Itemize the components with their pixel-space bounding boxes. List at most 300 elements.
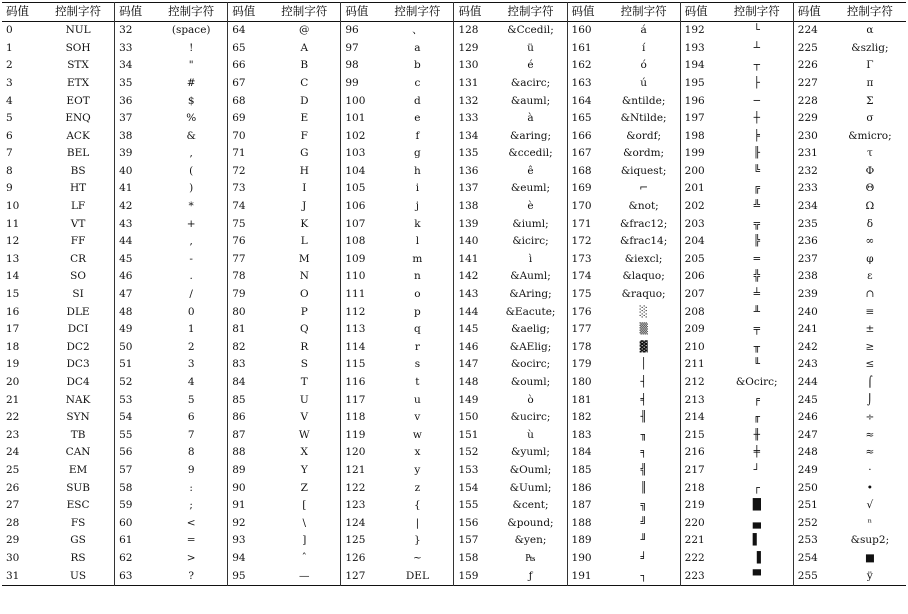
control-char: └: [753, 24, 760, 37]
code-value: 159: [454, 567, 495, 585]
code-value: 118: [341, 409, 382, 427]
control-char: ±: [865, 323, 875, 336]
code-value: 55: [115, 426, 156, 444]
control-char: ╛: [640, 551, 647, 564]
control-char: ╝: [640, 516, 647, 529]
code-value: 32: [115, 21, 156, 39]
control-char: A: [300, 41, 309, 54]
control-char: &cent;: [512, 499, 549, 512]
control-char: ╥: [753, 340, 760, 353]
header-control-char: 控制字符: [507, 4, 554, 19]
code-value: 178: [567, 338, 608, 356]
header-code-value: 码值: [680, 3, 721, 22]
code-value: 18: [6, 340, 20, 353]
code-value: 21: [6, 393, 20, 406]
header-row: [2, 3, 906, 22]
control-char: ~: [412, 551, 422, 564]
control-char: ╫: [753, 428, 760, 441]
code-value: 73: [228, 180, 269, 198]
code-value: 51: [115, 356, 156, 374]
control-char: ˆ: [301, 551, 307, 564]
control-char: FF: [70, 235, 86, 248]
code-value: 97: [341, 39, 382, 57]
header-control-char: 控制字符: [394, 4, 441, 19]
code-value: 1: [6, 41, 13, 54]
code-value: 133: [454, 110, 495, 128]
code-value: 50: [115, 338, 156, 356]
header-control-char: 控制字符: [168, 4, 215, 19]
code-value: 62: [115, 549, 156, 567]
header-code-value: 码值: [793, 3, 834, 22]
control-char: ╓: [753, 411, 760, 424]
control-char: &acirc;: [510, 76, 551, 89]
control-char: g: [414, 147, 421, 160]
code-value: 111: [341, 286, 382, 304]
control-char: ó: [640, 59, 647, 72]
control-char: Θ: [865, 182, 875, 195]
control-char: ÷: [865, 411, 875, 424]
code-value: 185: [567, 461, 608, 479]
code-value: 29: [6, 534, 20, 547]
code-value: 31: [6, 569, 20, 582]
control-char: STX: [67, 59, 89, 72]
table-row: [2, 57, 906, 75]
code-value: 141: [454, 250, 495, 268]
control-char: ≥: [865, 340, 875, 353]
code-value: 252: [793, 514, 834, 532]
code-value: 105: [341, 180, 382, 198]
code-value: 162: [567, 57, 608, 75]
control-char: b: [414, 59, 421, 72]
control-char: CR: [70, 252, 87, 265]
control-char: s: [414, 358, 421, 371]
control-char: w: [412, 428, 422, 441]
table-row: [2, 198, 906, 216]
control-char: ∩: [865, 288, 875, 301]
code-value: 49: [115, 321, 156, 339]
code-value: 223: [680, 567, 721, 585]
control-char: c: [414, 76, 421, 89]
header-code-value: 码值: [228, 3, 269, 22]
table-row: [2, 409, 906, 427]
control-char: US: [70, 569, 87, 582]
header-code-value: 码值: [567, 3, 608, 22]
code-value: 19: [6, 358, 20, 371]
control-char: &iquest;: [620, 164, 667, 177]
code-value: 202: [680, 198, 721, 216]
control-char: E: [300, 112, 309, 125]
code-value: 146: [454, 338, 495, 356]
table-row: [2, 356, 906, 374]
control-char: M: [298, 252, 310, 265]
table-row: [2, 110, 906, 128]
control-char: ê: [527, 164, 534, 177]
table-row: [2, 426, 906, 444]
code-value: 122: [341, 479, 382, 497]
code-value: 81: [228, 321, 269, 339]
code-value: 144: [454, 303, 495, 321]
code-value: 190: [567, 549, 608, 567]
table-row: [2, 373, 906, 391]
control-char: DC2: [66, 340, 90, 353]
code-value: 57: [115, 461, 156, 479]
control-char: &ntilde;: [621, 94, 666, 107]
code-value: 229: [793, 110, 834, 128]
header-control-char: 控制字符: [846, 4, 893, 19]
code-value: 96: [341, 21, 382, 39]
control-char: &yen;: [514, 534, 547, 547]
code-value: 140: [454, 233, 495, 251]
code-value: 194: [680, 57, 721, 75]
control-char: r: [414, 340, 420, 353]
header-control-char: 控制字符: [55, 4, 102, 19]
control-char: í: [641, 41, 646, 54]
table-row: [2, 162, 906, 180]
code-value: 70: [228, 127, 269, 145]
control-char: ╞: [753, 129, 760, 142]
table-row: [2, 497, 906, 515]
control-char: ▄: [752, 516, 761, 529]
code-value: 218: [680, 479, 721, 497]
code-value: 188: [567, 514, 608, 532]
control-char: &frac12;: [619, 217, 668, 230]
control-char: ╣: [640, 463, 647, 476]
control-char: ╨: [753, 305, 760, 318]
code-value: 225: [793, 39, 834, 57]
code-value: 205: [680, 250, 721, 268]
control-char: f: [415, 129, 420, 142]
code-value: 61: [115, 532, 156, 550]
control-char: █: [752, 499, 761, 512]
code-value: 237: [793, 250, 834, 268]
control-char: HT: [69, 182, 87, 195]
control-char: &AElig;: [509, 340, 552, 353]
control-char: ,: [189, 147, 193, 160]
control-char: RS: [70, 551, 86, 564]
code-value: 4: [6, 94, 13, 107]
control-char: ╤: [753, 323, 760, 336]
code-value: 36: [115, 92, 156, 110]
code-value: 115: [341, 356, 382, 374]
code-value: 251: [793, 497, 834, 515]
code-value: 106: [341, 198, 382, 216]
code-value: 130: [454, 57, 495, 75]
code-value: 124: [341, 514, 382, 532]
table-row: [2, 567, 906, 585]
control-char: τ: [866, 147, 873, 160]
code-value: 87: [228, 426, 269, 444]
control-char: è: [527, 200, 534, 213]
table-row: [2, 21, 906, 39]
control-char: 3: [187, 358, 195, 371]
code-value: 255: [793, 567, 834, 585]
control-char: ▒: [639, 323, 648, 336]
control-char: ?: [188, 569, 194, 582]
control-char: q: [414, 323, 421, 336]
code-value: 22: [6, 411, 20, 424]
table-row: [2, 145, 906, 163]
control-char: ╚: [753, 164, 760, 177]
code-value: 83: [228, 356, 269, 374]
code-value: 212: [680, 373, 721, 391]
control-char: ╒: [753, 393, 760, 406]
control-char: 2: [187, 340, 195, 353]
control-char: &laquo;: [622, 270, 665, 283]
control-char: m: [412, 252, 423, 265]
control-char: p: [414, 305, 421, 318]
code-value: 164: [567, 92, 608, 110]
control-char: ò: [527, 393, 534, 406]
code-value: 134: [454, 127, 495, 145]
control-char: ║: [640, 481, 647, 494]
header-control-char: 控制字符: [733, 4, 780, 19]
code-value: 170: [567, 198, 608, 216]
code-value: 215: [680, 426, 721, 444]
control-char: √: [866, 499, 874, 512]
control-char: ACK: [66, 129, 90, 142]
code-value: 172: [567, 233, 608, 251]
code-value: 119: [341, 426, 382, 444]
control-char: u: [414, 393, 421, 406]
code-value: 91: [228, 497, 269, 515]
control-char: DC4: [66, 376, 90, 389]
control-char: &sup2;: [850, 534, 890, 547]
code-value: 230: [793, 127, 834, 145]
control-char: ╢: [640, 411, 647, 424]
control-char: 、: [412, 24, 423, 37]
code-value: 158: [454, 549, 495, 567]
control-char: }: [414, 534, 421, 547]
code-value: 136: [454, 162, 495, 180]
code-value: 248: [793, 444, 834, 462]
code-value: 13: [6, 252, 20, 265]
code-value: 107: [341, 215, 382, 233]
code-value: 253: [793, 532, 834, 550]
control-char: &ucirc;: [510, 411, 551, 424]
control-char: B: [300, 59, 309, 72]
control-char: ETX: [66, 76, 90, 89]
code-value: 221: [680, 532, 721, 550]
control-char: &Uuml;: [509, 481, 552, 494]
table-row: [2, 444, 906, 462]
code-value: 86: [228, 409, 269, 427]
code-value: 189: [567, 532, 608, 550]
code-value: 145: [454, 321, 495, 339]
code-value: 35: [115, 74, 156, 92]
code-value: 0: [6, 24, 13, 37]
control-char: >: [186, 551, 196, 564]
control-char: &aring;: [510, 129, 552, 142]
code-value: 157: [454, 532, 495, 550]
control-char: LF: [70, 200, 86, 213]
control-char: &ccedil;: [508, 147, 553, 160]
control-char: │: [640, 358, 647, 371]
control-char: &aelig;: [511, 323, 550, 336]
code-value: 108: [341, 233, 382, 251]
control-char: ∞: [865, 235, 875, 248]
code-value: 239: [793, 286, 834, 304]
code-value: 24: [6, 446, 20, 459]
code-value: 155: [454, 497, 495, 515]
code-value: 99: [341, 74, 382, 92]
code-value: 238: [793, 268, 834, 286]
code-value: 174: [567, 268, 608, 286]
code-value: 246: [793, 409, 834, 427]
code-value: 23: [6, 428, 20, 441]
control-char: @: [299, 24, 310, 37]
code-value: 76: [228, 233, 269, 251]
control-char: x: [414, 446, 421, 459]
code-value: 8: [6, 164, 13, 177]
code-value: 247: [793, 426, 834, 444]
control-char: á: [640, 24, 647, 37]
control-char: &micro;: [848, 129, 892, 142]
header-control-char: 控制字符: [281, 4, 328, 19]
table-row: [2, 461, 906, 479]
code-value: 52: [115, 373, 156, 391]
code-value: 241: [793, 321, 834, 339]
code-value: 156: [454, 514, 495, 532]
table-row: [2, 286, 906, 304]
code-value: 150: [454, 409, 495, 427]
code-value: 58: [115, 479, 156, 497]
code-value: 169: [567, 180, 608, 198]
control-char: &ocirc;: [510, 358, 551, 371]
code-value: 113: [341, 321, 382, 339]
control-char: #: [186, 76, 196, 89]
control-char: é: [527, 59, 534, 72]
control-char: α: [866, 24, 874, 37]
control-char: 9: [187, 463, 195, 476]
control-char: P: [300, 305, 308, 318]
control-char: F: [300, 129, 308, 142]
code-value: 228: [793, 92, 834, 110]
code-value: 120: [341, 444, 382, 462]
control-char: e: [414, 112, 421, 125]
control-char: GS: [70, 534, 86, 547]
code-value: 235: [793, 215, 834, 233]
code-value: 129: [454, 39, 495, 57]
code-value: 211: [680, 356, 721, 374]
table-row: [2, 215, 906, 233]
code-value: 110: [341, 268, 382, 286]
table-body: [2, 21, 906, 585]
code-value: 84: [228, 373, 269, 391]
code-value: 68: [228, 92, 269, 110]
control-char: &: [186, 129, 196, 142]
code-value: 103: [341, 145, 382, 163]
code-value: 102: [341, 127, 382, 145]
code-value: 208: [680, 303, 721, 321]
code-value: 28: [6, 516, 20, 529]
code-value: 137: [454, 180, 495, 198]
control-char: Σ: [866, 94, 874, 107]
code-value: 153: [454, 461, 495, 479]
code-value: 116: [341, 373, 382, 391]
control-char: !: [189, 41, 194, 54]
control-char: -: [189, 252, 193, 265]
code-value: 94: [228, 549, 269, 567]
control-char: 5: [187, 393, 195, 406]
code-value: 254: [793, 549, 834, 567]
control-char: |: [415, 516, 420, 529]
code-value: 92: [228, 514, 269, 532]
control-char: ╬: [753, 270, 760, 283]
control-char: &yuml;: [511, 446, 550, 459]
code-value: 198: [680, 127, 721, 145]
control-char: ⁿ: [867, 516, 873, 529]
table-row: [2, 74, 906, 92]
control-char: j: [415, 200, 420, 213]
code-value: 245: [793, 391, 834, 409]
code-value: 117: [341, 391, 382, 409]
control-char: &ordm;: [623, 147, 665, 160]
code-value: 217: [680, 461, 721, 479]
code-value: 44: [115, 233, 156, 251]
code-value: 69: [228, 110, 269, 128]
control-char: &ouml;: [510, 376, 551, 389]
control-char: ƒ: [528, 569, 533, 582]
code-value: 54: [115, 409, 156, 427]
control-char: ENQ: [65, 112, 91, 125]
code-value: 17: [6, 323, 20, 336]
control-char: ▐: [752, 551, 761, 564]
code-value: 161: [567, 39, 608, 57]
code-value: 67: [228, 74, 269, 92]
control-char: &euml;: [510, 182, 551, 195]
table-row: [2, 479, 906, 497]
code-value: 42: [115, 198, 156, 216]
header-code-value: 码值: [6, 4, 29, 19]
control-char: ;: [189, 499, 193, 512]
table-row: [2, 549, 906, 567]
code-value: 41: [115, 180, 156, 198]
control-char: ε: [867, 270, 873, 283]
code-value: 100: [341, 92, 382, 110]
control-char: &Ocirc;: [735, 376, 778, 389]
code-value: 9: [6, 182, 13, 195]
table-row: [2, 233, 906, 251]
control-char: Ω: [865, 200, 875, 213]
control-char: K: [300, 217, 309, 230]
code-value: 114: [341, 338, 382, 356]
code-value: 250: [793, 479, 834, 497]
code-value: 234: [793, 198, 834, 216]
code-value: 175: [567, 286, 608, 304]
control-char: ,: [189, 235, 193, 248]
code-value: 132: [454, 92, 495, 110]
code-value: 160: [567, 21, 608, 39]
control-char: ·: [868, 463, 872, 476]
control-char: ┴: [753, 41, 760, 54]
control-char: &icirc;: [512, 235, 549, 248]
control-char: φ: [866, 252, 874, 265]
control-char: v: [414, 411, 421, 424]
control-char: EM: [68, 463, 88, 476]
code-value: 45: [115, 250, 156, 268]
code-value: 200: [680, 162, 721, 180]
control-char: T: [300, 376, 308, 389]
control-char: ì: [528, 252, 533, 265]
control-char: •: [866, 481, 873, 494]
control-char: ╦: [753, 217, 760, 230]
code-value: 186: [567, 479, 608, 497]
control-char: %: [186, 112, 197, 125]
control-char: ⌡: [867, 393, 873, 406]
control-char: &pound;: [507, 516, 554, 529]
table-row: [2, 338, 906, 356]
code-value: 210: [680, 338, 721, 356]
